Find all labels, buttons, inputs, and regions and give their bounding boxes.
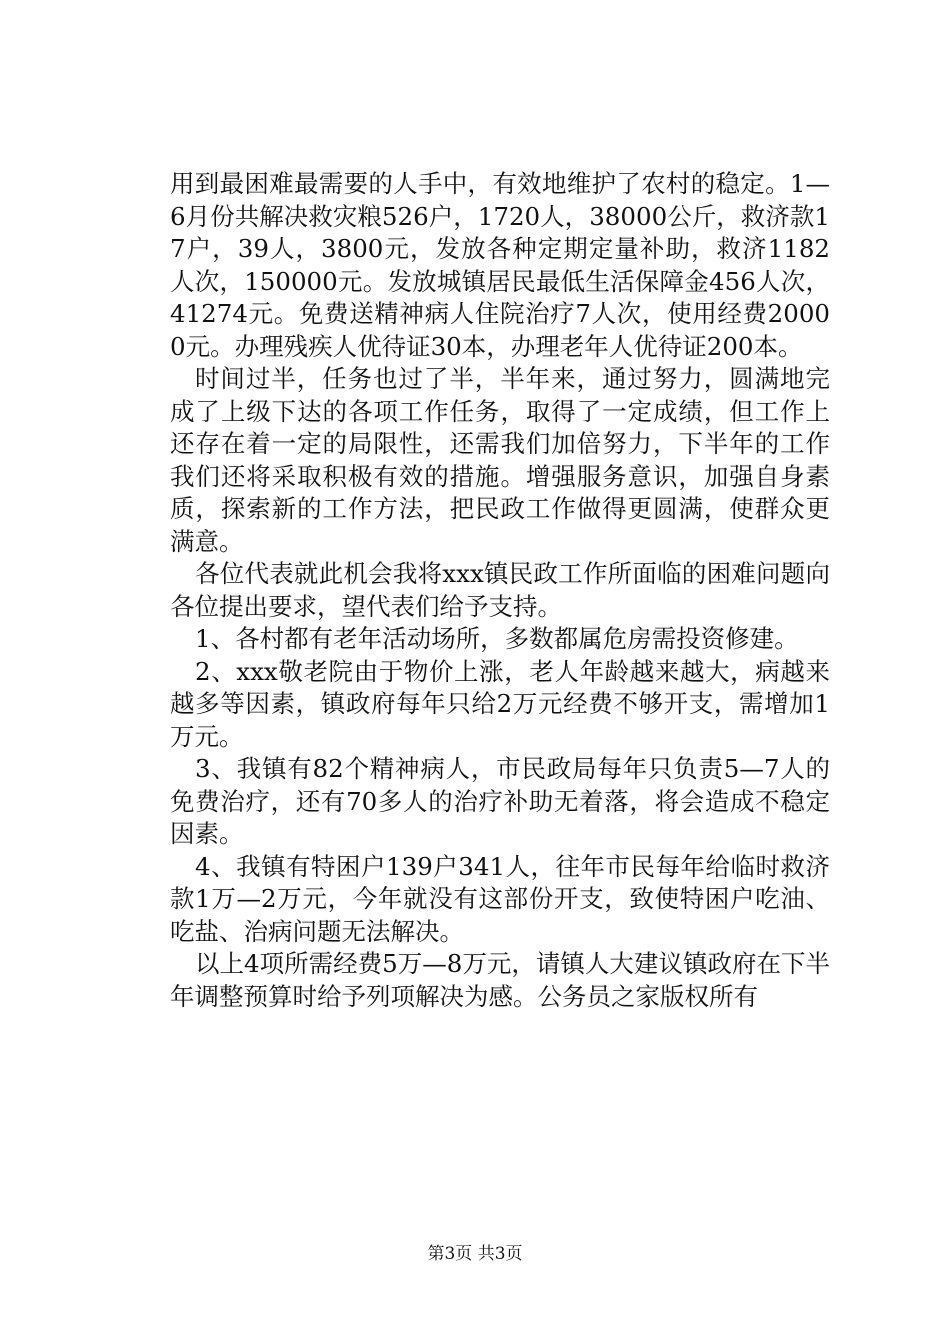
list-item-2: 2、xxx敬老院由于物价上涨，老人年龄越来越大，病越来越多等因素，镇政府每年只给2万元经费不够开支，需增加1万元。 (170, 656, 830, 751)
page-number: 第3页 (427, 1244, 473, 1264)
list-item-3: 3、我镇有82个精神病人，市民政局每年只负责5—7人的免费治疗，还有70多人的治疗补助无着落，将会造成不稳定因素。 (170, 754, 830, 848)
page-footer (0, 1243, 950, 1265)
paragraph-summary: 时间过半，任务也过了半，半年来，通过努力，圆满地完成了上级下达的各项工作任务，取得了一定成绩，但工作上还存在着一定的局限性，还需我们加倍努力，下半年的工作我们还将采取积极有效的措施。增强服务意识，加强自身素质，探索新的工作方法，把民政工作做得更圆满，使群众更满意。 (170, 364, 830, 556)
document-body (170, 168, 830, 1013)
paragraph-request-intro: 各位代表就此机会我将xxx镇民政工作所面临的困难问题向各位提出要求，望代表们给予支持。 (170, 559, 830, 621)
paragraph-conclusion: 以上4项所需经费5万—8万元，请镇人大建议镇政府在下半年调整预算时给予列项解决为感。公务员之家版权所有 (170, 949, 830, 1011)
list-item-1: 1、各村都有老年活动场所，多数都属危房需投资修建。 (195, 624, 799, 653)
paragraph-continuation: 用到最困难最需要的人手中，有效地维护了农村的稳定。1—6月份共解决救灾粮526户，1720人，38000公斤，救济款17户，39人，3800元，发放各种定期定量补助，救济1182人次，150000元。发放城镇居民最低生活保障金456人次，41274元。免费送精神病人住院治疗7人次，使用经费20000元。办理残疾人优待证30本，办理老年人优待证200本。 (170, 169, 830, 361)
list-item-4: 4、我镇有特困户139户341人，往年市民每年给临时救济款1万—2万元，今年就没有这部份开支，致使特困户吃油、吃盐、治病问题无法解决。 (170, 851, 830, 946)
page-total: 共3页 (477, 1244, 523, 1264)
